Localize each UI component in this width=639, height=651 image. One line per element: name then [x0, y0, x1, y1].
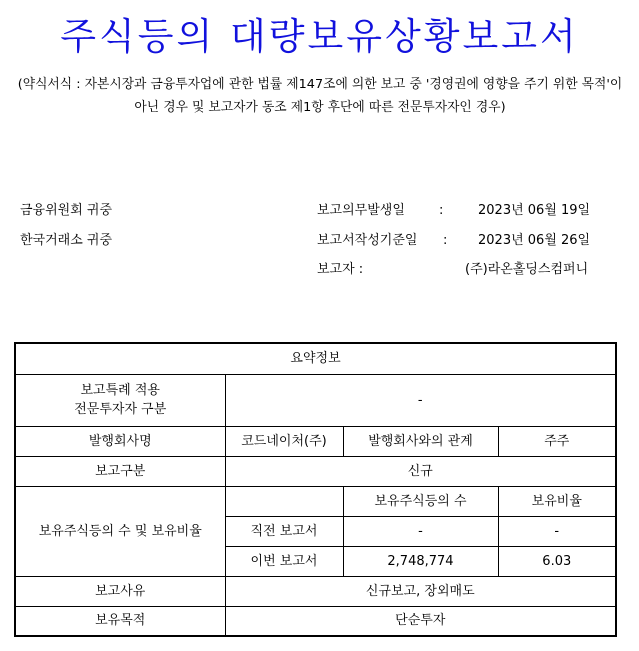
- base-date-colon: :: [443, 233, 448, 248]
- curr-shares: 2,748,774: [343, 546, 498, 576]
- reason-value: 신규보고, 장외매도: [225, 576, 616, 606]
- special-value: -: [225, 374, 616, 426]
- prev-ratio: -: [498, 516, 616, 546]
- obligation-date-value: 2023년 06월 19일: [478, 203, 591, 218]
- document-title: 주식등의 대량보유상황보고서: [60, 15, 579, 58]
- col-ratio-header: 보유비율: [498, 486, 616, 516]
- report-type-value: 신규: [225, 456, 616, 486]
- issuer-name: 코드네이처(주): [225, 426, 343, 456]
- recipient-krx: 한국거래소 귀중: [20, 233, 113, 248]
- purpose-value: 단순투자: [225, 606, 616, 636]
- document-subtitle: (약식서식 : 자본시장과 금융투자업에 관한 법률 제147조에 의한 보고 중 '경영권에 영향을 주기 위한 목적'이 아닌 경우 및 보고자가 동조 제1항 후단에 따른 전문투자자인 경우): [17, 77, 623, 115]
- curr-ratio: 6.03: [498, 546, 616, 576]
- summary-header: 요약정보: [15, 343, 616, 374]
- obligation-date-colon: :: [439, 203, 444, 218]
- prev-shares: -: [343, 516, 498, 546]
- relation-label: 발행회사와의 관계: [343, 426, 498, 456]
- holdings-blank-cell: [225, 486, 343, 516]
- base-date-label: 보고서작성기준일: [317, 233, 418, 248]
- reason-label: 보고사유: [15, 576, 225, 606]
- report-type-label: 보고구분: [15, 456, 225, 486]
- prev-report-label: 직전 보고서: [225, 516, 343, 546]
- purpose-label: 보유목적: [15, 606, 225, 636]
- special-label-line1: 보고특례 적용: [80, 383, 160, 398]
- col-shares-header: 보유주식등의 수: [343, 486, 498, 516]
- obligation-date-label: 보고의무발생일: [317, 203, 405, 218]
- issuer-label: 발행회사명: [15, 426, 225, 456]
- holdings-label: 보유주식등의 수 및 보유비율: [15, 486, 225, 576]
- relation-value: 주주: [498, 426, 616, 456]
- summary-table: [14, 342, 617, 637]
- reporter-value: (주)라온홀딩스컴퍼니: [465, 262, 589, 277]
- special-label: [15, 374, 225, 426]
- reporter-label: 보고자 :: [317, 262, 364, 277]
- base-date-value: 2023년 06월 26일: [478, 233, 591, 248]
- special-label-line2: 전문투자자 구분: [74, 402, 167, 417]
- recipient-fsc: 금융위원회 귀중: [20, 203, 113, 218]
- curr-report-label: 이번 보고서: [225, 546, 343, 576]
